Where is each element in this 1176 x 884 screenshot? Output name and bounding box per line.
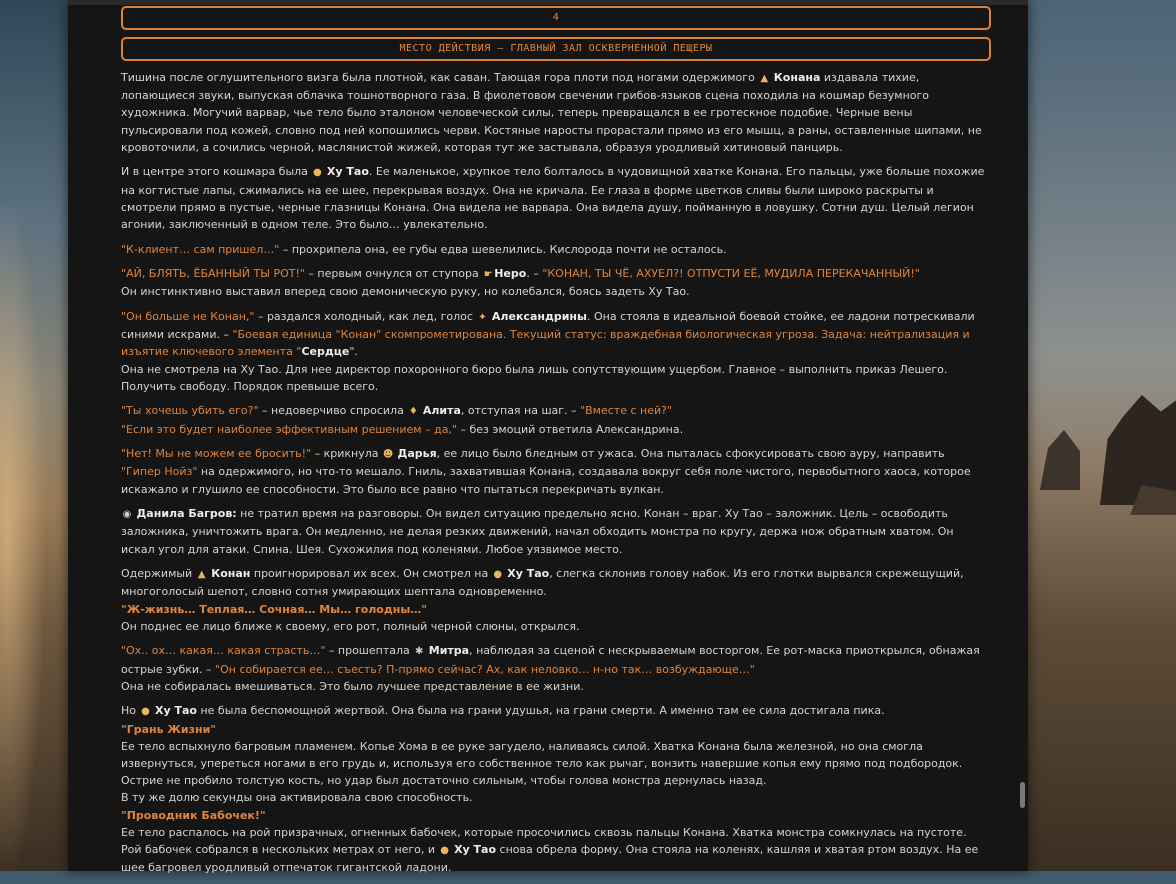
paragraph-7 — [121, 445, 987, 498]
ability-name: "Проводник Бабочек!" — [121, 808, 266, 822]
text: , слегка склонив голову набок. Из его глотки вырвался скрежещущий, многоголосый шепот, словно сотня умирающих шептала одновременно. — [121, 567, 964, 599]
text: – первым очнулся от ступора — [304, 267, 483, 281]
text: И в центре этого кошмара была — [121, 165, 312, 179]
dialogue: "Он собирается ее… съесть? П-прямо сейчас? Ах, как неловко… н-но так… возбуждающе…" — [215, 662, 755, 676]
text: снова обрела форму. Она стояла на коленях, кашляя и хватая ртом воздух. На ее шее багровел уродливый отпечаток гигантской ладони. — [121, 843, 979, 875]
dialogue: "Если это будет наиболее эффективным решением – да," — [121, 422, 457, 436]
character-name: Ху Тао — [454, 843, 497, 857]
character-name: Данила Багров: — [136, 507, 237, 521]
text: Она не собиралась вмешиваться. Это было лучшее представление в ее жизни. — [121, 679, 584, 693]
text: не тратил время на разговоры. Он видел ситуацию предельно ясно. Конан – враг. Ху Тао – заложник. Цель – освободить заложника, уничтожить врага. Он медленно, не делая резких движений, начал обходить монстра по кругу, держа нож обратным хватом. Он искал угол для атаки. Спина. Шея. Сухожилия под коленями. Любое уязвимое место. — [121, 507, 954, 556]
dialogue: "К-клиент… сам пришел…" — [121, 242, 280, 256]
ability-name: "Грань Жизни" — [121, 722, 217, 736]
character-name: Алита — [422, 404, 461, 418]
character-name: Ху Тао — [326, 165, 369, 179]
ghost-icon: ● — [440, 845, 449, 857]
text: . Ее маленькое, хрупкое тело болталось в чудовищной хватке Конана. Его пальцы, уже больше похожие на когтистые лапы, сжимались на ее шее, перекрывая воздух. Она не кричала. Ее глаза в форме цветков сливы были широко раскрыты и смотрели прямо в пустые, черные глазницы Конана. Она видела не варвара. Она видела душу, пойманную в ловушку. Сотни душ. Целый легион агонии, заключенный в одном теле. Это было… увлекательно. — [121, 165, 985, 232]
text: Она не смотрела на Ху Тао. Для нее директор похоронного бюро была лишь сопутствующим ущербом. Главное – выполнить приказ Лешего. Получить свободу. Порядок превыше всего. — [121, 362, 948, 393]
paragraph-3 — [121, 241, 987, 258]
text: Он инстинктивно выставил вперед свою демоническую руку, но колебался, боясь задеть Ху Тао. — [121, 285, 690, 299]
text: – без эмоций ответила Александрина. — [457, 422, 684, 436]
text: проигнорировал их всех. Он смотрел на — [250, 567, 492, 581]
page-number-box — [121, 6, 991, 30]
dialogue: "Нет! Мы не можем ее бросить!" — [121, 447, 312, 461]
text: не была беспомощной жертвой. Она была на грани удушья, на грани смерти. А именно там ее сила достигала пика. — [196, 704, 885, 718]
dialogue: "Ох.. ох… какая… какая страсть…" — [121, 644, 326, 658]
text: . – — [526, 267, 543, 281]
text: Но — [121, 704, 140, 718]
ghost-icon: ● — [141, 706, 150, 718]
paragraph-9 — [121, 565, 987, 635]
page-number: 4 — [552, 12, 560, 23]
text: Тишина после оглушительного визга была плотной, как саван. Тающая гора плоти под ногами одержимого — [121, 71, 759, 84]
dialogue: "Гипер Нойз" — [121, 465, 198, 479]
dialogue: "АЙ, БЛЯТЬ, ЁБАННЫЙ ТЫ РОТ!" — [121, 267, 305, 281]
paragraph-8 — [121, 505, 987, 558]
ghost-icon: ● — [313, 167, 322, 179]
text: Ее тело вспыхнуло багровым пламенем. Копье Хома в ее руке загудело, наливаясь силой. Хватка Конана была железной, но она смогла извернуться, упереться ногами в его грудь и, используя его собственное тело как рычаг, вонзить навершие копья ему прямо под подбородок. Острие не пробило толстую кость, но удар был достаточно сильным, чтобы голова монстра дернулась назад. — [121, 739, 963, 788]
story-content — [121, 69, 987, 884]
paragraph-10 — [121, 642, 987, 695]
character-name: Ху Тао — [155, 704, 197, 718]
pointing-hand-icon: ☛ — [483, 269, 493, 281]
paragraph-1 — [121, 69, 987, 156]
key-item: Сердце — [301, 345, 350, 359]
text: – прошептала — [325, 644, 414, 658]
spark-icon: ✦ — [478, 312, 487, 323]
text: – крикнула — [311, 447, 383, 461]
character-name: Конана — [773, 71, 821, 84]
text: , отступая на шаг. – — [460, 404, 581, 418]
background-left — [0, 0, 68, 871]
person-icon: ♦ — [408, 406, 418, 418]
text: Ее тело распалось на рой призрачных, огненных бабочек, которые просочились сквозь пальцы Конана. Хватка монстра сомкнулась на пустоте. Рой бабочек собрался в нескольких метрах от него, и — [121, 825, 967, 857]
character-name: Ху Тао — [507, 567, 550, 581]
text: на одержимого, но что-то мешало. Гниль, захватившая Конана, создавала вокруг себя поле чистого, первобытного хаоса, которое искажало и глушило ее способности. Это было все равно что пытаться перекричать вулкан. — [121, 465, 971, 496]
dialogue: "Ж-жизнь… Теплая… Сочная… Мы… голодны…" — [121, 602, 428, 616]
spider-icon: ✱ — [415, 646, 424, 658]
panel-top-edge — [68, 0, 1028, 5]
paragraph-6 — [121, 402, 987, 437]
text: – раздался холодный, как лед, голос — [254, 310, 477, 323]
paragraph-11 — [121, 702, 987, 876]
text: . Она стояла в идеальной боевой стойке, ее ладони потрескивали синими искрами. – — [121, 310, 975, 342]
location-box — [121, 37, 991, 61]
dialogue: "Ты хочешь убить его?" — [121, 404, 259, 418]
text: издавала тихие, лопающиеся звуки, выпуская облачка тошнотворного газа. В фиолетовом свечении грибов-языков сцена походила на кошмар безумного художника. Могучий варвар, чье тело было эталоном человеческой силы, теперь превращался в ее гротескное подобие. Черные вены пульсировали под кожей, словно под ней копошились черви. Костяные наросты прорастали прямо из его мышц, а раны, оставленные шипами, не кровоточили, а сочились черной, маслянистой жижей, которая тут же застывала, образуя уродливый хитиновый панцирь. — [121, 71, 982, 154]
character-name: Неро — [494, 267, 527, 281]
sunglasses-face-icon: ☻ — [382, 449, 394, 461]
flexed-biceps-icon: ▲ — [760, 73, 769, 84]
text: – недоверчиво спросила — [258, 404, 408, 418]
text: Он поднес ее лицо ближе к своему, его рот, полный черной слюны, открылся. — [121, 619, 580, 633]
dialogue: "Вместе с ней?" — [580, 404, 673, 418]
paragraph-2 — [121, 163, 987, 233]
text: Одержимый — [121, 567, 196, 581]
location-title: МЕСТО ДЕЙСТВИЯ – ГЛАВНЫЙ ЗАЛ ОСКВЕРНЕННОЙ ПЕЩЕРЫ — [399, 43, 713, 54]
paragraph-5 — [121, 308, 987, 395]
character-name: Митра — [428, 644, 470, 658]
text: , ее лицо было бледным от ужаса. Она пыталась сфокусировать свою ауру, направить — [436, 447, 945, 461]
scrollbar-thumb[interactable] — [1020, 782, 1025, 808]
dialogue: "КОНАН, ТЫ ЧЁ, АХУЕЛ?! ОТПУСТИ ЕЁ, МУДИЛА ПЕРЕКАЧАННЫЙ!" — [542, 267, 920, 281]
text: В ту же долю секунды она активировала свою способность. — [121, 791, 473, 805]
text: ". — [349, 345, 358, 359]
character-name: Конан — [211, 567, 251, 581]
paragraph-4 — [121, 265, 987, 300]
character-name: Дарья — [397, 447, 437, 461]
dialogue: "Он больше не Конан," — [121, 310, 255, 323]
ghost-icon: ● — [493, 569, 503, 581]
dialogue: "Боевая единица "Конан" скомпрометирована. Текущий статус: враждебная биологическая угроза. Задача: нейтрализация и изъятие ключевого элемента " — [121, 328, 970, 359]
flexed-biceps-icon: ▲ — [197, 569, 206, 581]
character-name: Александрины — [491, 310, 587, 323]
text: – прохрипела она, ее губы едва шевелились. Кислорода почти не осталось. — [279, 242, 727, 256]
text: , наблюдая за сценой с нескрываемым восторгом. Ее рот-маска приоткрылся, обнажая острые зубки. – — [121, 644, 980, 676]
story-panel — [68, 0, 1028, 875]
eye-icon: ◉ — [122, 509, 132, 521]
